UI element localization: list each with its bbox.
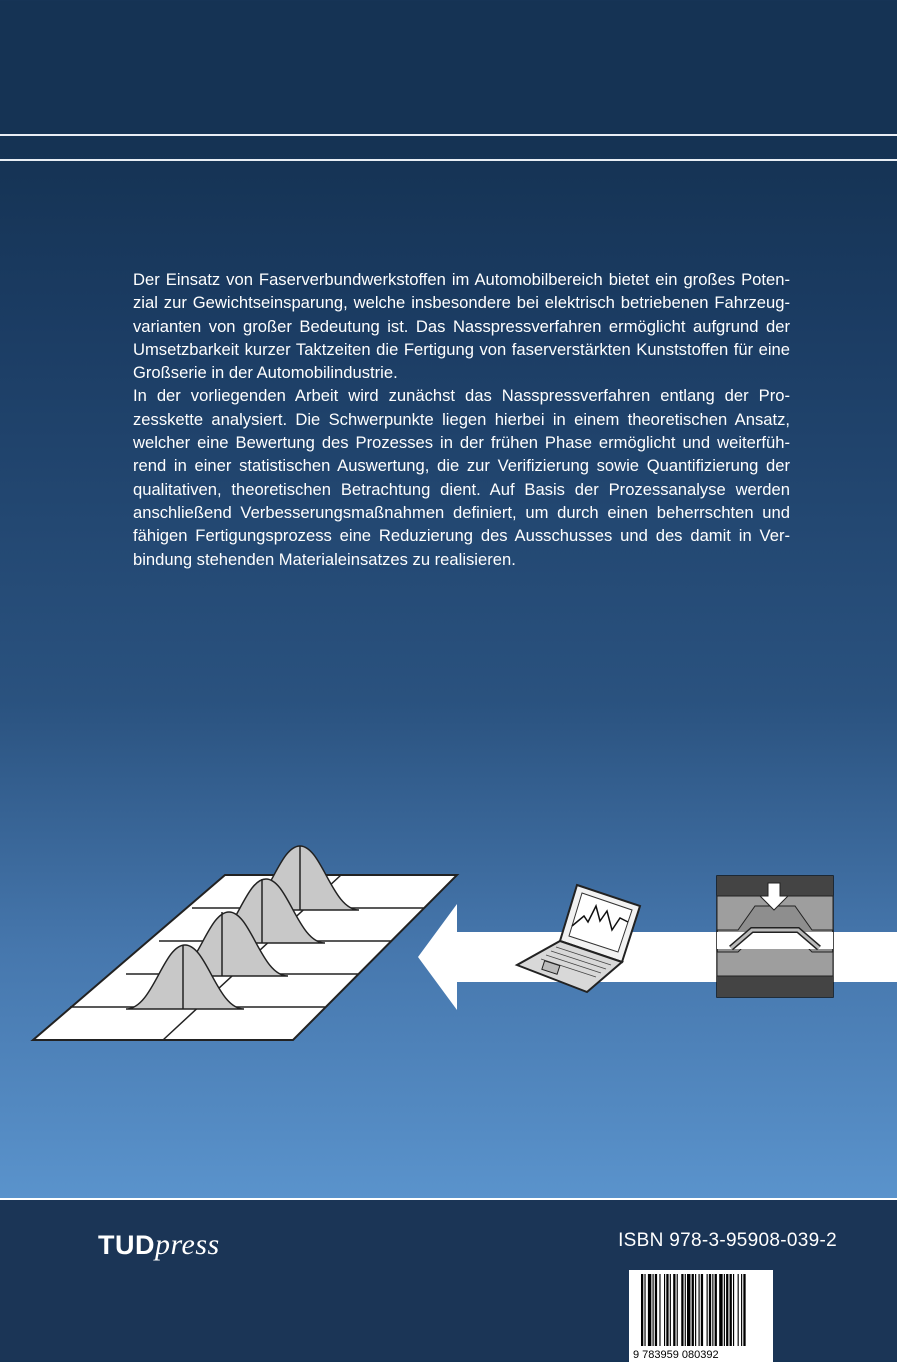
isbn-number: ISBN 978-3-95908-039-2 xyxy=(618,1230,837,1251)
logo-tud: TUD xyxy=(98,1230,155,1260)
process-illustration xyxy=(0,830,897,1070)
barcode-bar xyxy=(655,1274,657,1346)
second-rule xyxy=(0,159,897,161)
press-mold-icon xyxy=(717,876,833,997)
barcode-bar xyxy=(664,1274,665,1346)
distribution-grid xyxy=(33,846,457,1040)
blurb-paragraph-2: In der vorliegenden Arbeit wird zunächst das Nasspressverfahren entlang der Prozesskette analysiert. Die Schwerpunkte liegen hierbei in einem theoretischen Ansatz, welcher eine Bewertung des Prozesses in der frühen Phase ermöglicht und weiterführend in einer statistischen Auswertung, die zur Verifizierung sowie Quantifizierung der qualitativen, theoretischen Betrachtung dient. Auf Basis der Prozessanalyse werden anschließend Verbesserungsmaßnahmen definiert, um durch einen beherrschten und fähigen Fertigungsprozess eine Reduzierung des Ausschusses und des damit in Verbindung stehenden Materialeinsatzes zu realisieren. xyxy=(133,386,790,569)
barcode-bar xyxy=(692,1274,694,1346)
barcode-bar xyxy=(707,1274,708,1346)
barcode-bar xyxy=(730,1274,732,1346)
barcode-bar xyxy=(741,1274,742,1346)
back-cover-blurb xyxy=(133,268,790,571)
barcode-bar xyxy=(685,1274,686,1346)
barcode-bar xyxy=(701,1274,703,1346)
barcode-bar xyxy=(715,1274,717,1346)
barcode-bar xyxy=(726,1274,728,1346)
barcode-bar xyxy=(673,1274,675,1346)
barcode-bar xyxy=(641,1274,643,1346)
barcode-digits: 9 783959 080392 xyxy=(633,1349,719,1361)
barcode-bar xyxy=(677,1274,678,1346)
top-rule xyxy=(0,134,897,136)
logo-press: press xyxy=(155,1228,220,1261)
barcode-bar xyxy=(699,1274,700,1346)
barcode-bar xyxy=(653,1274,654,1346)
barcode-bar xyxy=(648,1274,651,1346)
barcode-bar xyxy=(738,1274,739,1346)
barcode-bar xyxy=(666,1274,668,1346)
barcode-bar xyxy=(681,1274,683,1346)
footer-bar xyxy=(0,1198,897,1360)
barcode-bar xyxy=(724,1274,725,1346)
barcode-bar xyxy=(743,1274,745,1346)
barcode-bar xyxy=(695,1274,696,1346)
barcode-bar xyxy=(659,1274,660,1346)
barcode-bar xyxy=(644,1274,645,1346)
barcode-bar xyxy=(733,1274,734,1346)
blurb-paragraph-1: Der Einsatz von Faserverbundwerkstoffen im Automobilbereich bietet ein großes Potenzial zur Gewichtseinsparung, welche insbesondere bei elektrisch betriebenen Fahrzeugvarianten von großer Bedeutung ist. Das Nasspressverfahren ermöglicht aufgrund der Umsetzbarkeit kurzer Taktzeiten die Fertigung von faserverstärkten Kunststoffen für eine Großserie in der Automobilindustrie. xyxy=(133,270,790,383)
barcode-bar xyxy=(709,1274,711,1346)
barcode-bar xyxy=(687,1274,690,1346)
isbn-barcode xyxy=(629,1270,773,1362)
barcode-bar xyxy=(670,1274,671,1346)
barcode-bar xyxy=(719,1274,722,1346)
barcode-bar xyxy=(712,1274,713,1346)
tudpress-logo xyxy=(98,1228,220,1262)
